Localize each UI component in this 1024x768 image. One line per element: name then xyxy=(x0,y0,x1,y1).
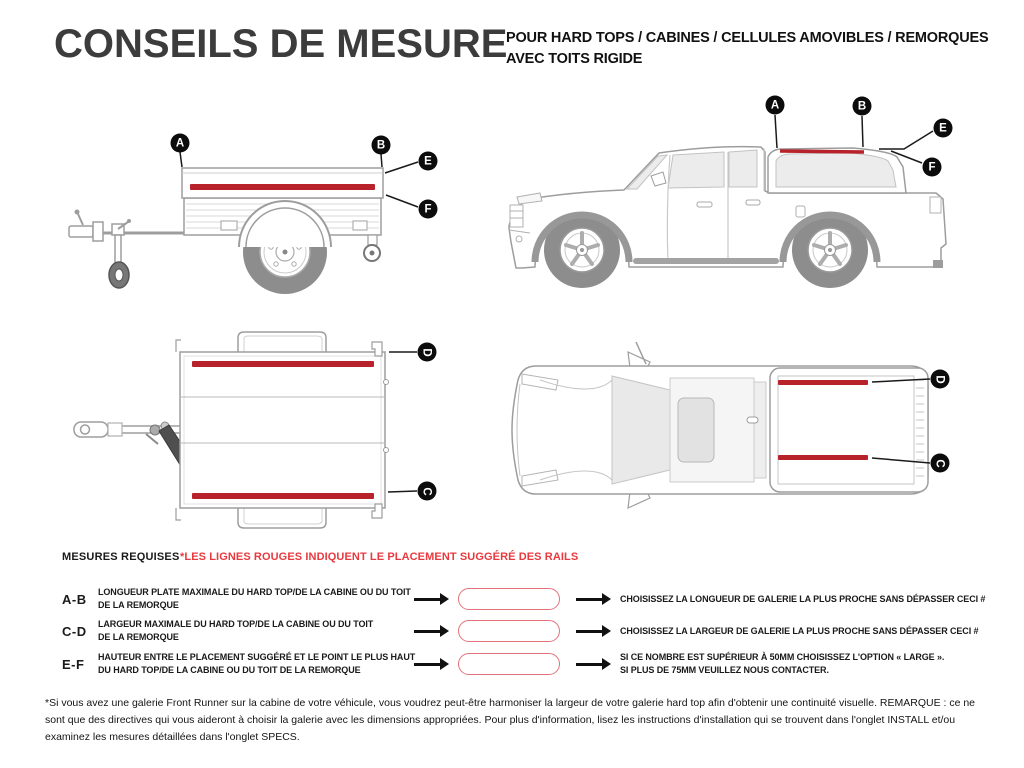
label-f-badge: F xyxy=(923,158,942,177)
page-subtitle xyxy=(506,28,992,70)
truck-side-view xyxy=(500,90,965,305)
label-d-badge: D xyxy=(931,370,950,389)
trailer-side-view xyxy=(55,95,460,315)
measure-code: A-B xyxy=(62,591,87,607)
trailer-top-view-drawing xyxy=(60,330,465,535)
label-a-badge: A xyxy=(766,96,785,115)
red-lines-note: *LES LIGNES ROUGES INDIQUENT LE PLACEMENT SUGGÉRÉ DES RAILS xyxy=(180,551,579,563)
measure-row-cd xyxy=(62,616,1012,646)
arrow-right-icon xyxy=(576,598,602,601)
measure-code: E-F xyxy=(62,656,85,672)
arrow-right-icon xyxy=(414,663,440,666)
arrow-right-icon xyxy=(414,630,440,633)
label-c-badge: C xyxy=(418,482,437,501)
measures-heading: MESURES REQUISES xyxy=(62,551,180,563)
trailer-top-view xyxy=(60,330,465,535)
measure-instruction: CHOISISSEZ LA LONGUEUR DE GALERIE LA PLUS PROCHE SANS DÉPASSER CECI # xyxy=(620,593,986,604)
label-e-badge: E xyxy=(934,119,953,138)
measure-code: C-D xyxy=(62,623,87,639)
label-a-badge: A xyxy=(171,134,190,153)
truck-top-view xyxy=(500,330,965,535)
label-f-badge: F xyxy=(419,200,438,219)
measure-description: HAUTEUR ENTRE LE PLACEMENT SUGGÉRÉ ET LE POINT LE PLUS HAUT DU HARD TOP/DE LA CABINE OU DU TOIT DE LA REMORQUE xyxy=(98,652,416,675)
page-title: CONSEILS DE MESURE xyxy=(54,22,508,66)
page-subtitle-line2: AVEC TOITS RIGIDE xyxy=(506,51,643,67)
measure-instruction: CHOISISSEZ LA LARGEUR DE GALERIE LA PLUS PROCHE SANS DÉPASSER CECI # xyxy=(620,625,979,636)
suggested-rail-line xyxy=(190,184,375,190)
label-e-badge: E xyxy=(419,152,438,171)
measure-row-ab xyxy=(62,584,1012,614)
footnote-paragraph: *Si vous avez une galerie Front Runner sur la cabine de votre véhicule, vous voudrez peut-être harmoniser la largeur de votre galerie hard top afin d'obtenir une continuité visuelle. REMARQUE : ce ne sont que des directives qui vous aideront à choisir la galerie avec les dimensions appropriées. Pour plus d'information, lisez les instructions d'installation qui se trouvent dans l'onglet INSTALL et/ou examinez les mesures détaillées dans l'onglet SPECS. xyxy=(45,697,976,743)
measurement-input-pill[interactable] xyxy=(458,620,560,642)
arrow-right-icon xyxy=(576,663,602,666)
page-subtitle-line1: POUR HARD TOPS / CABINES / CELLULES AMOVIBLES / REMORQUES xyxy=(506,30,989,46)
measure-row-ef xyxy=(62,649,1012,679)
measure-description: LARGEUR MAXIMALE DU HARD TOP/DE LA CABINE OU DU TOIT DE LA REMORQUE xyxy=(98,619,374,642)
measurement-input-pill[interactable] xyxy=(458,588,560,610)
arrow-right-icon xyxy=(414,598,440,601)
truck-top-view-drawing xyxy=(500,330,965,535)
label-b-badge: B xyxy=(853,97,872,116)
measurement-input-pill[interactable] xyxy=(458,653,560,675)
label-c-badge: C xyxy=(931,454,950,473)
trailer-side-view-drawing xyxy=(55,95,460,315)
label-b-badge: B xyxy=(372,136,391,155)
label-d-badge: D xyxy=(418,343,437,362)
measure-description: LONGUEUR PLATE MAXIMALE DU HARD TOP/DE LA CABINE OU DU TOIT DE LA REMORQUE xyxy=(98,587,411,610)
measure-instruction: SI CE NOMBRE EST SUPÉRIEUR À 50MM CHOISISSEZ L'OPTION « LARGE ». SI PLUS DE 75MM VEUILLEZ NOUS CONTACTER. xyxy=(620,652,945,675)
suggested-rail-line xyxy=(780,151,864,152)
arrow-right-icon xyxy=(576,630,602,633)
callout-lines xyxy=(388,352,417,492)
truck-side-view-drawing xyxy=(500,90,965,305)
